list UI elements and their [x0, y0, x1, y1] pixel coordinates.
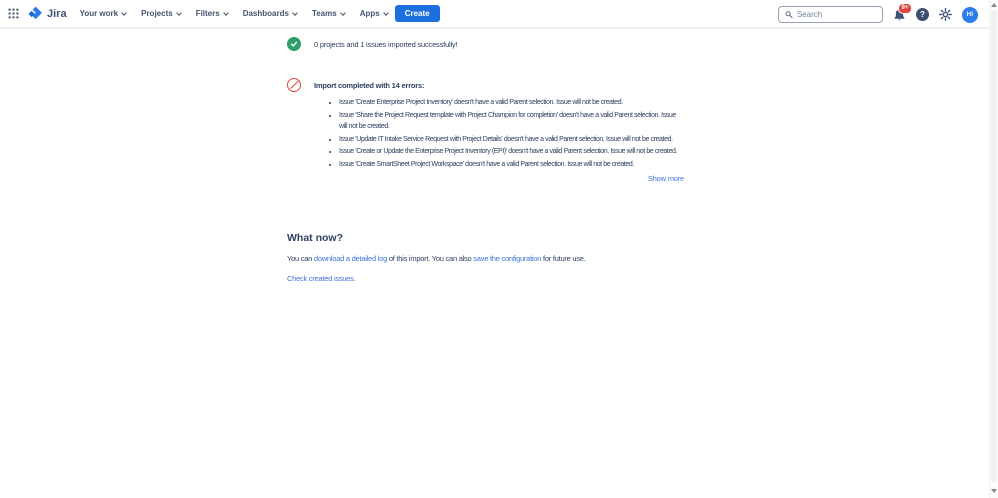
chevron-down-icon	[292, 10, 298, 16]
success-message: 0 projects and 1 issues imported successfully!	[314, 39, 458, 49]
import-results-panel	[287, 37, 684, 286]
vertical-scrollbar[interactable]	[989, 0, 998, 498]
navbar-right-group	[778, 0, 978, 29]
success-row	[287, 37, 684, 51]
notifications-badge: 9+	[898, 3, 912, 14]
scrollbar-up-arrow[interactable]	[991, 3, 997, 7]
jira-logo[interactable]	[28, 6, 67, 21]
intro-text: for future use.	[541, 254, 586, 263]
nav-item-dashboards[interactable]	[243, 9, 297, 18]
what-now-text	[287, 254, 684, 264]
search-icon	[785, 10, 793, 19]
show-more-link[interactable]: Show more	[647, 174, 684, 183]
error-list-item: • Issue 'Update IT Intake Service Request with Project Details' doesn't have a valid Parent selection. Issue will not be created.	[339, 134, 684, 146]
error-heading: Import completed with 14 errors:	[314, 80, 425, 90]
what-now-heading: What now?	[287, 232, 343, 244]
scrollbar-down-arrow[interactable]	[991, 489, 997, 493]
nav-item-apps[interactable]	[360, 9, 388, 18]
app-switcher-icon[interactable]	[8, 8, 19, 19]
search-box[interactable]	[778, 6, 883, 23]
gear-icon	[939, 8, 952, 21]
nav-item-label: Dashboards	[242, 9, 289, 18]
chevron-down-icon	[383, 10, 389, 16]
settings-button[interactable]	[939, 8, 952, 21]
save-configuration-link[interactable]: save the configuration	[473, 254, 542, 263]
avatar-initials: HI	[966, 11, 974, 18]
what-now-section	[287, 232, 684, 286]
create-button[interactable]: Create	[395, 5, 440, 22]
nav-item-label: Projects	[141, 9, 173, 18]
error-heading-row	[287, 78, 684, 92]
nav-item-projects[interactable]	[141, 9, 181, 18]
scrollbar-thumb[interactable]	[991, 10, 997, 482]
grid-dots-icon	[8, 8, 19, 19]
chevron-down-icon	[121, 10, 127, 16]
nav-item-label: Teams	[311, 9, 337, 18]
chevron-down-icon	[176, 10, 182, 16]
error-list-item: • Issue 'Create or Update the Enterprise Project Inventory (EPI)' doesn't have a valid Parent selection. Issue will not be created.	[339, 146, 684, 158]
chevron-down-icon	[340, 10, 346, 16]
avatar[interactable]	[962, 7, 978, 23]
top-navbar	[0, 0, 998, 29]
success-check-icon	[287, 37, 301, 51]
logo-text: Jira	[47, 7, 67, 20]
download-log-link[interactable]: download a detailed log	[313, 254, 387, 263]
search-input[interactable]	[797, 10, 876, 19]
question-mark-icon: ?	[920, 10, 925, 19]
error-list-item: • Issue 'Create SmartSheet Project Workspace' doesn't have a valid Parent selection. Issue will not be created.	[339, 159, 684, 171]
error-list	[287, 97, 684, 170]
nav-item-label: Filters	[195, 9, 220, 18]
intro-text: You can	[287, 254, 314, 263]
error-icon	[287, 78, 301, 92]
nav-item-your-work[interactable]	[80, 9, 127, 18]
notifications-button[interactable]	[893, 5, 909, 22]
intro-text: of this import. You can also	[386, 254, 474, 263]
jira-logo-icon	[28, 6, 43, 21]
nav-item-label: Your work	[79, 9, 119, 18]
help-button[interactable]	[916, 8, 929, 21]
check-created-issues-link[interactable]: Check created issues.	[287, 273, 356, 283]
nav-item-filters[interactable]	[196, 9, 228, 18]
error-list-item: • Issue 'Share the Project Request template with Project Champion for completion' doesn't have a valid Parent selection. Issue will not be created.	[339, 110, 684, 133]
chevron-down-icon	[223, 10, 229, 16]
nav-item-teams[interactable]	[312, 9, 345, 18]
error-list-item: • Issue 'Create Enterprise Project Inventory' doesn't have a valid Parent selection. Issue will not be created.	[339, 97, 684, 109]
nav-item-label: Apps	[359, 9, 380, 18]
error-section	[287, 78, 684, 183]
